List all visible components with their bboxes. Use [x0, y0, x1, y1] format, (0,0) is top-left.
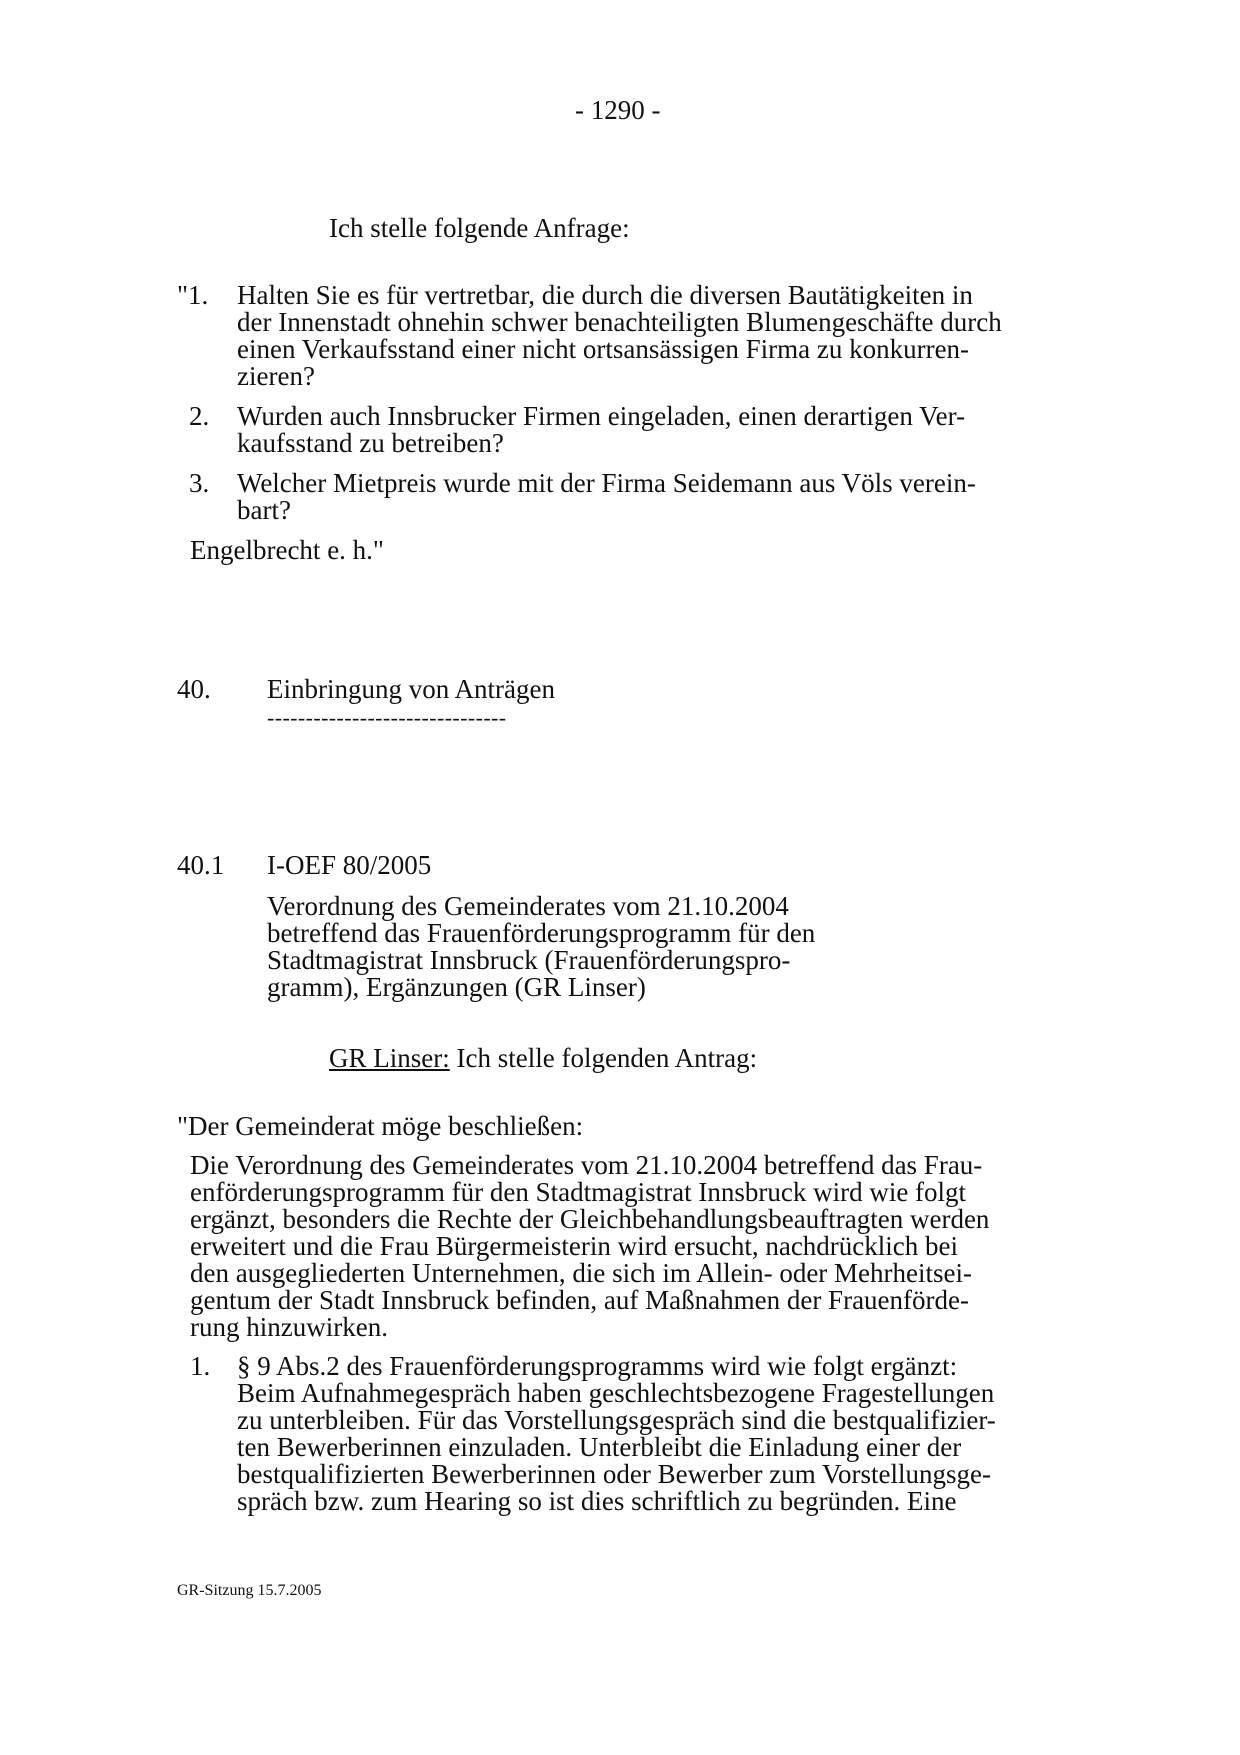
inquiry-signature: Engelbrecht e. h." [190, 535, 384, 565]
inquiry-item-2-line: kaufsstand zu betreiben? [237, 428, 504, 458]
section-40-1-subject-line: betreffend das Frauenförderungsprogramm für den [267, 918, 816, 948]
section-40-1-subject-line: Stadtmagistrat Innsbruck (Frauenförderungspro- [267, 945, 791, 975]
inquiry-item-1-line: Halten Sie es für vertretbar, die durch die diversen Bautätigkeiten in [237, 280, 973, 310]
motion-item-1-line: zu unterbleiben. Für das Vorstellungsgespräch sind die bestqualifizier- [237, 1405, 996, 1435]
motion-body-line: gentum der Stadt Innsbruck befinden, auf Maßnahmen der Frauenförde- [190, 1285, 969, 1315]
speaker-text: Ich stelle folgenden Antrag: [456, 1043, 758, 1073]
section-40-1-number: 40.1 [177, 850, 225, 880]
section-40-1-subject-line: Verordnung des Gemeinderates vom 21.10.2004 [267, 891, 789, 921]
inquiry-item-3-number: 3. [189, 468, 210, 498]
motion-item-1-line: Beim Aufnahmegespräch haben geschlechtsbezogene Fragestellungen [237, 1378, 995, 1408]
motion-item-1-line: § 9 Abs.2 des Frauenförderungsprogramms wird wie folgt ergänzt: [237, 1351, 958, 1381]
motion-body-line: ergänzt, besonders die Rechte der Gleichbehandlungsbeauftragten werden [190, 1204, 990, 1234]
motion-body-line: den ausgegliederten Unternehmen, die sich im Allein- oder Mehrheitsei- [190, 1258, 972, 1288]
section-40-1-reference: I-OEF 80/2005 [267, 850, 432, 880]
inquiry-item-1-number: "1. [177, 280, 209, 310]
inquiry-item-1-line: einen Verkaufsstand einer nicht ortsansässigen Firma zu konkurren- [237, 334, 970, 364]
inquiry-item-3-line: Welcher Mietpreis wurde mit der Firma Seidemann aus Völs verein- [237, 468, 976, 498]
motion-item-1-line: ten Bewerberinnen einzuladen. Unterbleibt die Einladung einer der [237, 1432, 962, 1462]
page-number: - 1290 - [575, 95, 661, 125]
speaker-name: GR Linser: [329, 1043, 450, 1073]
motion-intro: "Der Gemeinderat möge beschließen: [177, 1111, 584, 1141]
inquiry-item-3-line: bart? [237, 495, 291, 525]
inquiry-item-1-line: zieren? [237, 361, 315, 391]
inquiry-item-2-line: Wurden auch Innsbrucker Firmen eingeladen, einen derartigen Ver- [237, 401, 966, 431]
footer-session: GR-Sitzung 15.7.2005 [177, 1582, 322, 1599]
section-40-title: Einbringung von Anträgen [267, 674, 555, 704]
section-40-rule: ------------------------------- [267, 705, 507, 730]
inquiry-intro: Ich stelle folgende Anfrage: [329, 213, 630, 243]
motion-item-1-line: spräch bzw. zum Hearing so ist dies schriftlich zu begründen. Eine [237, 1486, 957, 1516]
section-40-number: 40. [177, 674, 211, 704]
motion-body-line: Die Verordnung des Gemeinderates vom 21.10.2004 betreffend das Frau- [190, 1150, 983, 1180]
motion-body-line: rung hinzuwirken. [190, 1312, 388, 1342]
motion-body-line: enförderungsprogramm für den Stadtmagistrat Innsbruck wird wie folgt [190, 1177, 967, 1207]
section-40-1-subject-line: gramm), Ergänzungen (GR Linser) [267, 972, 646, 1002]
inquiry-item-1-line: der Innenstadt ohnehin schwer benachteiligten Blumengeschäfte durch [237, 307, 1002, 337]
inquiry-item-2-number: 2. [189, 401, 210, 431]
motion-speaker-line [329, 1045, 757, 1072]
motion-body-line: erweitert und die Frau Bürgermeisterin wird ersucht, nachdrücklich bei [190, 1231, 958, 1261]
motion-item-1-number: 1. [190, 1351, 211, 1381]
motion-item-1-line: bestqualifizierten Bewerberinnen oder Bewerber zum Vorstellungsge- [237, 1459, 991, 1489]
